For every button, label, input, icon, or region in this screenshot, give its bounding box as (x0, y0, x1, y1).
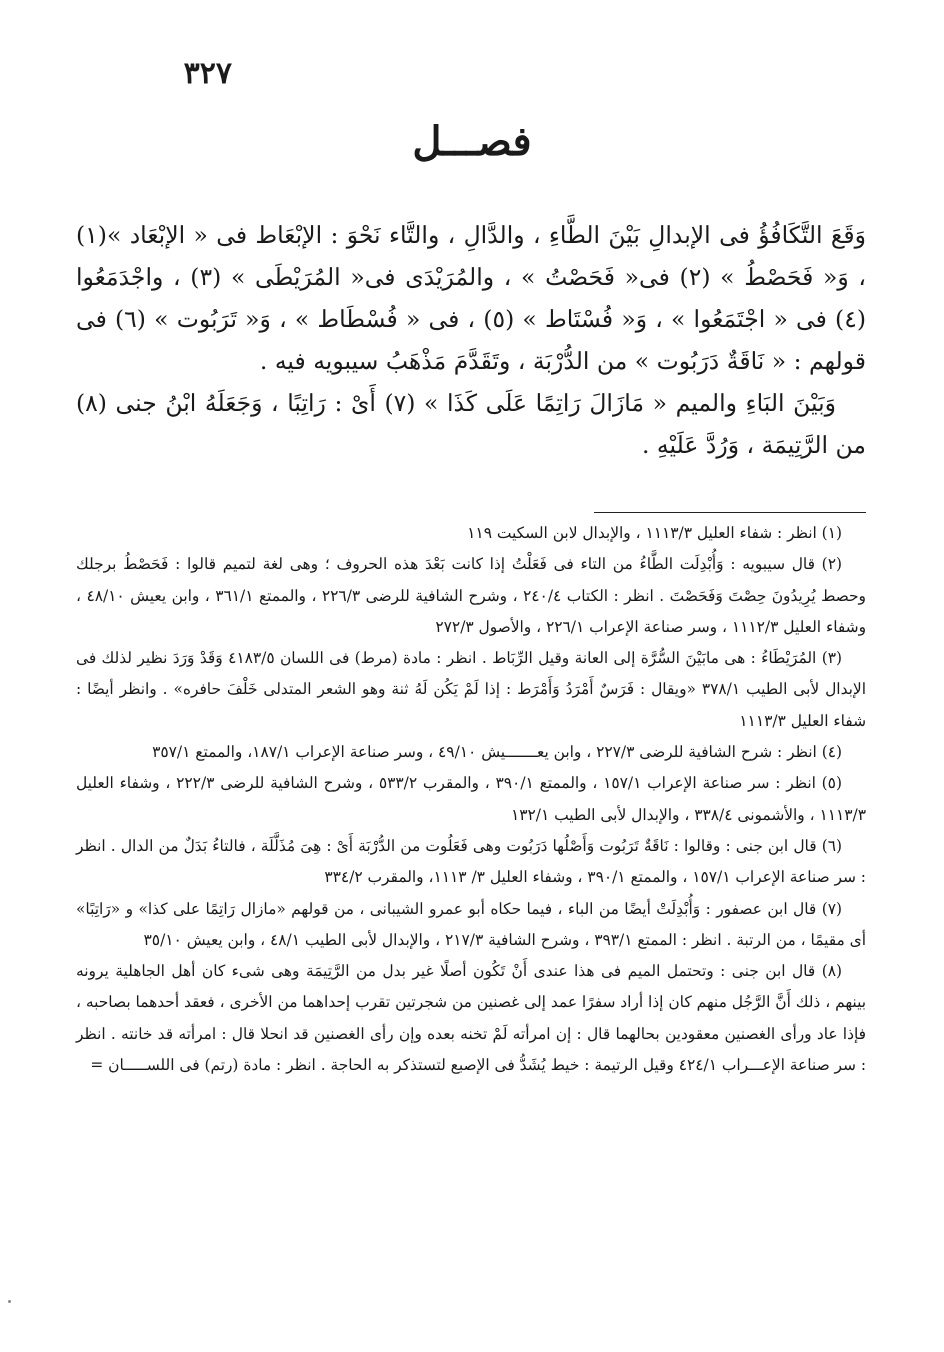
footnote-2: (٢) قال سيبويه : وَأُبْدِلَت الطَّاءُ من التاء فى فَعَلْتُ إذا كانت بَعْدَ هذه الحروف ؛ وهى لغة لتميم قالوا : فَحَصْطُ برجلك وحصط يُرِيدُونَ حِصْتَ وَفَحَصْتَ . انظر : الكتاب ٢٤٠/٤ ، وشرح الشافية للرضى ٢٢٦/٣ ، والممتع ٣٦١/١ ، وابن يعيش ٤٨/١٠ ، وشفاء العليل ١١١٢/٣ ، وسر صناعة الإعراب ٢٢٦/١ ، والأصول ٢٧٢/٣ (76, 555, 866, 636)
footnote-4: (٤) انظر : شرح الشافية للرضى ٢٢٧/٣ ، وابن يعـــــــيش ٤٩/١٠ ، وسر صناعة الإعراب ١٨٧/١، والممتع ٣٥٧/١ (152, 743, 842, 762)
footnote-7: (٧) قال ابن عصفور : وَأُبْدِلَتْ أيضًا من الباء ، فيما حكاه أبو عمرو الشيبانى ، من قولهم «مازال رَاتِمًا على كذا» و «رَاتِبًا» أى مقيمًا ، من الرتبة . انظر : الممتع ٣٩٣/١ ، وشرح الشافية ٢١٧/٣ ، والإبدال لأبى الطيب ٤٨/١ ، وابن يعيش ٣٥/١٠ (76, 899, 866, 949)
footnote-6: (٦) قال ابن جنى : وقالوا : نَاقَةٌ تَرَبُوت وَأَصْلُها دَرَبُوت وهى فَعَلُوت من الدُّرْبَة أَىْ : هِىَ مُذَلَّلَة ، فالتاءُ بَدَلٌ من الدال . انظر : سر صناعة الإعراب ١٥٧/١ ، والممتع ٣٩٠/١ ، وشفاء العليل ٣/ ١١١٣، والمقرب ٣٣٤/٢ (76, 836, 866, 887)
footnote-3: (٣) المُرَيْطَاءُ : هى مابَيْنَ السُّرَّة إلى العانة وقيل الرِّبَاط . انظر : مادة (مرط) فى اللسان ٤١٨٣/٥ وَقَدْ وَرَدَ نظير لذلك فى الإبدال لأبى الطيب ٣٧٨/١ «ويقال : فَرَسٌ أَمْرَدُ وَأَمْرَط : إذا لَمْ يَكُن لَهُ ثنة وهو الشعر المتدلى خَلْفَ حافره» . وانظر أيضًا : شفاء العليل ١١١٣/٣ (76, 649, 866, 730)
footnotes (76, 518, 866, 1081)
footnote-1: (١) انظر : شفاء العليل ١١١٣/٣ ، والإبدال لابن السكيت ١١٩ (467, 524, 842, 542)
page-number: ٣٢٧ (183, 56, 232, 91)
footnote-separator (594, 512, 866, 513)
section-title-text: فصـــل (412, 118, 532, 165)
scan-speck (8, 1300, 11, 1303)
footnote-5: (٥) انظر : سر صناعة الإعراب ١٥٧/١ ، والممتع ٣٩٠/١ ، والمقرب ٥٣٣/٢ ، وشرح الشافية للرضى ٢٢٢/٣ ، وشفاء العليل ١١١٣/٣ ، والأشمونى ٣٣٨/٤ ، والإبدال لأبى الطيب ١٣٢/١ (76, 774, 866, 824)
body-paragraph-2: وَبَيْنَ البَاءِ والميم « مَازَالَ رَاتِمًا عَلَى كَذَا » (٧) أَىْ : رَاتِبًا ، وَجَعَلَهُ ابْنُ جنى (٨) من الرَّتِيمَة ، وَرُدَّ عَلَيْهِ . (76, 389, 866, 459)
section-title (0, 118, 944, 165)
main-text (76, 214, 866, 466)
footnote-8: (٨) قال ابن جنى : وتحتمل الميم فى هذا عندى أَنْ تَكُون أصلًا غير بدل من الرَّتِيمَة وهى شىء كان أهل الجاهلية يرونه بينهم ، ذلك أَنَّ الرَّجُل منهم كان إذا أراد سفرًا عمد إلى غصنين من شجرتين تقرب إحداهما من الأخرى ، فعقد أحدهما بصاحبه ، فإذا عاد ورأى الغصنين معقودين بحالهما قال : إن امرأته لَمْ تخنه بعده وإن رأى الغصنين قد انحلا قال : امرأته قد خانته . انظر : سر صناعة الإعـــراب ٤٢٤/١ وقيل الرتيمة : خيط يُشَدُّ فى الإصبع لتستذكر به الحاجة . انظر : مادة (رتم) فى اللســـــان = (76, 962, 866, 1075)
body-paragraph-1: وَقَعَ التَّكَافُؤُ فى الإبدالِ بَيْنَ الطَّاءِ ، والدَّالِ ، والتَّاء نَحْوَ : الإبْعَاط فى « الإبْعَاد »(١) ، وَ« فَحَصْطُ » (٢) فى« فَحَصْتُ » ، والمُرَيْدَى فى« المُرَيْطَى » (٣) ، واجْدَمَعُوا (٤) فى « اجْتَمَعُوا » ، وَ« فُسْتَاط » (٥) ، فى « فُسْطَاط » ، وَ« تَرَبُوت » (٦) فى قولهم : « نَاقَةٌ دَرَبُوت » من الدُّرْبَة ، وتَقَدَّمَ مَذْهَبُ سيبويه فيه . (76, 221, 867, 375)
